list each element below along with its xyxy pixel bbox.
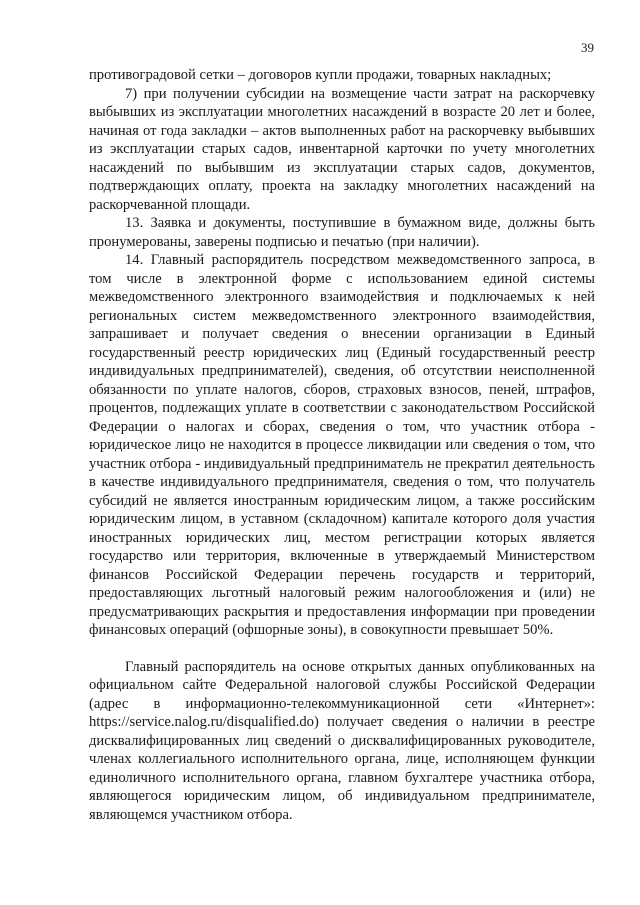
page-number: 39 [581, 40, 594, 55]
paragraph-disqualified-registry: Главный распорядитель на основе открытых данных опубликованных на официальном сайте Федеральной налоговой службы Российской Федерации (адрес в информационно-телекоммуникационной сети «Интернет»: https://service.nalog.ru/disqualified.do) получает сведения о наличии в реестре дисквалифицированных лиц сведений о дисквалифицированных руководителе, членах коллегиального исполнительного органа, лице, исполняющем функции единоличного исполнительного органа, главном бухгалтере участника отбора, являющегося юридическим лицом, об индивидуальном предпринимателе, являющемся участником отбора. [89, 658, 595, 823]
paragraph-14: 14. Главный распорядитель посредством межведомственного запроса, в том числе в электронной форме с использованием единой системы межведомственного электронного взаимодействия и подключаемых к ней региональных систем межведомственного электронного взаимодействия, запрашивает и получает сведения о внесении организации в Единый государственный реестр юридических лиц (Единый государственный реестр индивидуальных предпринимателей), сведения, об отсутствии неисполненной обязанности по уплате налогов, сборов, страховых взносов, пеней, штрафов, процентов, подлежащих уплате в соответствии с законодательством Российской Федерации о налогах и сборах, сведения о том, что участник отбора - юридическое лицо не находится в процессе ликвидации или сведения о том, что участник отбора - индивидуальный предприниматель не прекратил деятельность в качестве индивидуального предпринимателя, сведения о том, что получатель субсидий не является иностранным юридическим лицом, а также российским юридическим лицом, в уставном (складочном) капитале которого доля участия иностранных юридических лиц, местом регистрации которых является государство или территория, включенные в утверждаемый Министерством финансов Российской Федерации перечень государств и территорий, предоставляющих льготный налоговый режим налогообложения и (или) не предусматривающих раскрытия и предоставления информации при проведении финансовых операций (офшорные зоны), в совокупности превышает 50%. [89, 252, 595, 638]
document-body [89, 66, 595, 824]
paragraph-13: 13. Заявка и документы, поступившие в бумажном виде, должны быть пронумерованы, заверены подписью и печатью (при наличии). [89, 215, 595, 250]
paragraph-continuation: противоградовой сетки – договоров купли продажи, товарных накладных; [89, 67, 552, 83]
paragraph-item-7: 7) при получении субсидии на возмещение части затрат на раскорчевку выбывших из эксплуатации многолетних насаждений в возрасте 20 лет и более, начиная от года закладки – актов выполненных работ на раскорчевку выбывших из эксплуатации старых садов, инвентарной карточки по учету многолетних насаждений по выбывшим из эксплуатации старых садов, документов, подтверждающих оплату, проекта на закладку многолетних насаждений на раскорчеванной площади. [89, 85, 595, 213]
